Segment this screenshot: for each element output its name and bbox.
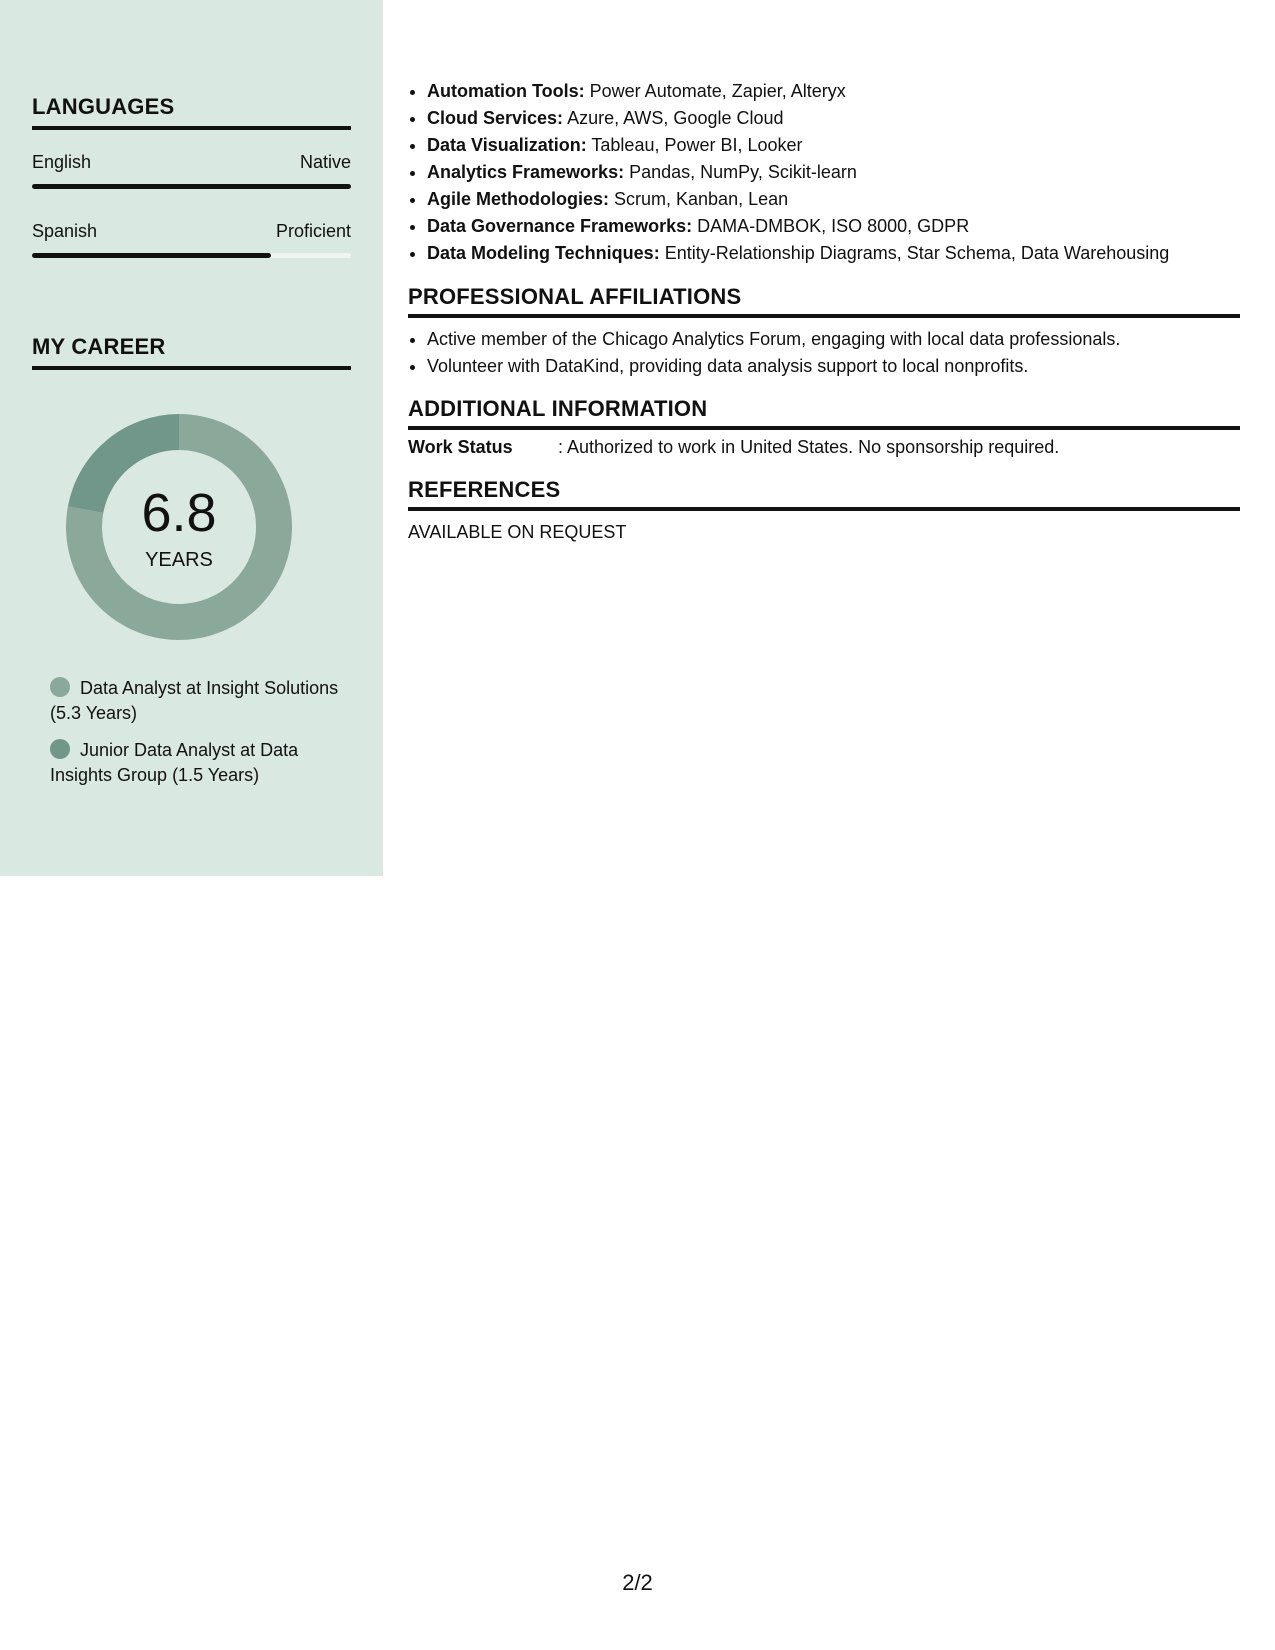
skill-label: Agile Methodologies: xyxy=(427,189,609,209)
skill-value: Entity-Relationship Diagrams, Star Schema, Data Warehousing xyxy=(664,243,1170,263)
legend-dot xyxy=(50,677,70,697)
language-bar-spanish xyxy=(32,253,351,258)
legend-dot xyxy=(50,739,70,759)
language-level: Native xyxy=(299,152,351,172)
references-text: AVAILABLE ON REQUEST xyxy=(408,522,627,542)
skill-label: Data Governance Frameworks: xyxy=(427,216,693,236)
language-bar-english xyxy=(32,184,351,189)
language-name: Spanish xyxy=(32,221,98,241)
skill-label: Analytics Frameworks: xyxy=(427,162,625,182)
page-number: 2/2 xyxy=(622,1570,653,1595)
legend-label: Data Analyst at Insight Solutions (5.3 Years) xyxy=(50,678,339,723)
work-status-value: : Authorized to work in United States. No sponsorship required. xyxy=(558,437,1060,457)
skill-label: Cloud Services: xyxy=(427,108,564,128)
skill-value: Scrum, Kanban, Lean xyxy=(614,189,789,209)
affiliations-heading: PROFESSIONAL AFFILIATIONS xyxy=(408,284,1240,318)
references-heading: REFERENCES xyxy=(408,477,1240,511)
skills-list xyxy=(408,78,1259,267)
skill-item xyxy=(427,240,1259,267)
skill-label: Data Modeling Techniques: xyxy=(427,243,660,263)
skill-value: Tableau, Power BI, Looker xyxy=(591,135,803,155)
language-row-spanish xyxy=(32,221,351,245)
career-donut-chart xyxy=(66,414,292,640)
career-legend-item xyxy=(50,738,340,788)
language-row-english xyxy=(32,152,351,176)
language-bar-fill xyxy=(32,253,271,258)
work-status-row xyxy=(408,437,1059,458)
legend-label: Junior Data Analyst at Data Insights Group (1.5 Years) xyxy=(50,740,299,785)
languages-heading: LANGUAGES xyxy=(32,94,351,130)
skill-item xyxy=(427,213,1259,240)
sidebar xyxy=(0,0,383,876)
language-level: Proficient xyxy=(275,221,351,241)
affiliation-item: • Volunteer with DataKind, providing data analysis support to local nonprofits. xyxy=(427,353,1259,380)
additional-info-heading: ADDITIONAL INFORMATION xyxy=(408,396,1240,430)
skill-value: Azure, AWS, Google Cloud xyxy=(567,108,784,128)
language-name: English xyxy=(32,152,92,172)
career-legend-item xyxy=(50,676,340,726)
affiliations-list xyxy=(408,326,1259,380)
work-status-label: Work Status xyxy=(408,437,513,457)
skill-item xyxy=(427,78,1259,105)
skill-label: Data Visualization: xyxy=(427,135,587,155)
skill-item xyxy=(427,105,1259,132)
skill-label: Automation Tools: xyxy=(427,81,585,101)
career-heading: MY CAREER xyxy=(32,334,351,370)
skill-item xyxy=(427,186,1259,213)
skill-item xyxy=(427,132,1259,159)
career-total-years: 6.8 xyxy=(141,483,217,543)
skill-value: Power Automate, Zapier, Alteryx xyxy=(589,81,846,101)
language-bar-fill xyxy=(32,184,351,189)
career-total-unit: YEARS xyxy=(145,549,213,571)
skill-value: Pandas, NumPy, Scikit-learn xyxy=(629,162,857,182)
skill-value: DAMA-DMBOK, ISO 8000, GDPR xyxy=(697,216,970,236)
affiliation-item: • Active member of the Chicago Analytics Forum, engaging with local data professionals. xyxy=(427,326,1259,353)
skill-item xyxy=(427,159,1259,186)
